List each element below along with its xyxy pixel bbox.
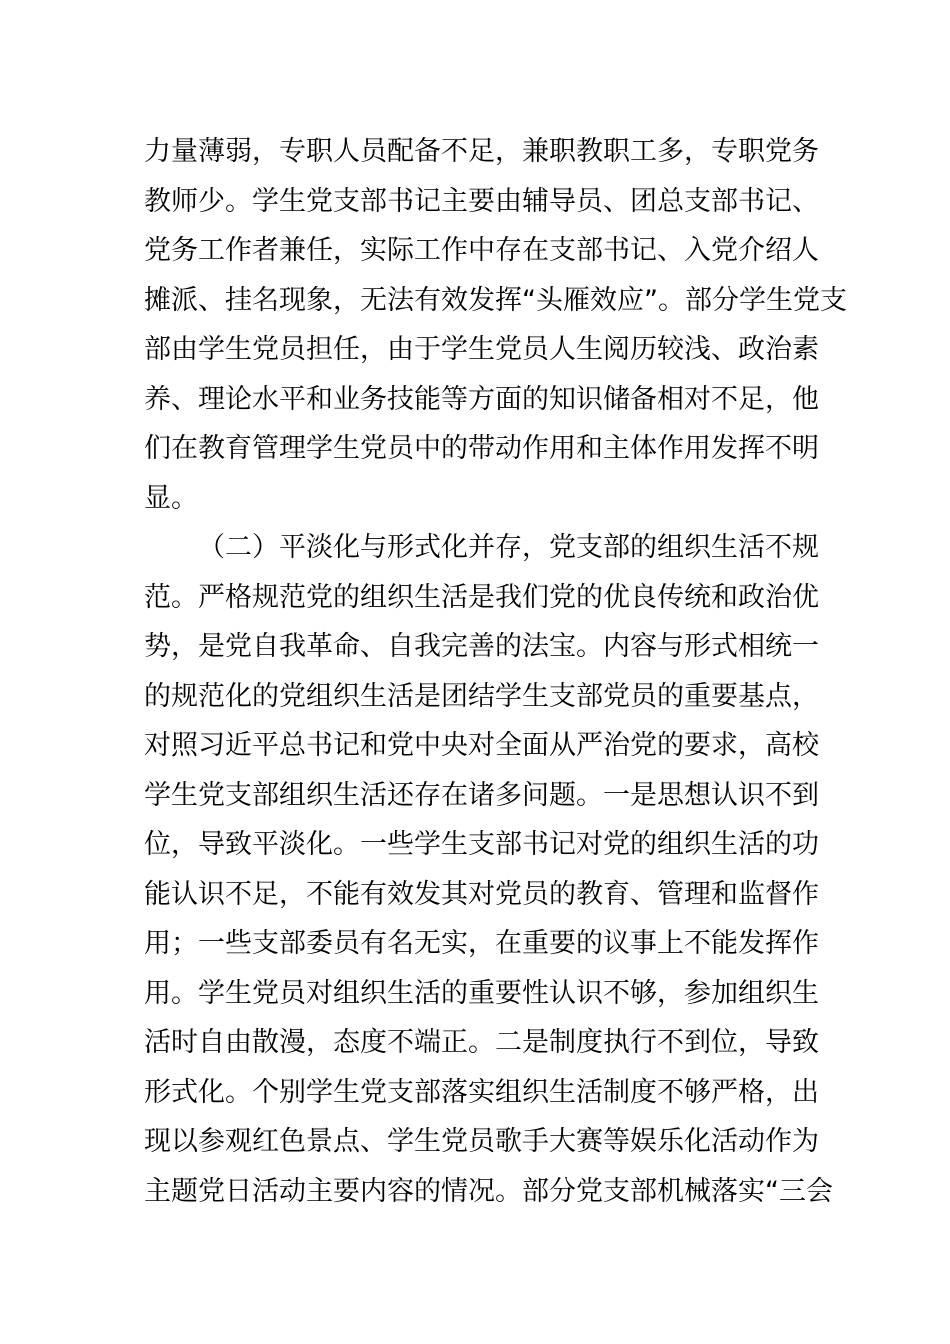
paragraph-1 [144, 127, 847, 523]
text-line: 学 生 党 支 部 组 织 生 活 还 存 在 诸 多 问 题 。 一 是 思 想 认 识 不 到 [144, 779, 819, 811]
text-line: 养 、 理 论 水 平 和 业 务 技 能 等 方 面 的 知 识 储 备 相 对 不 足 ， 他 [144, 383, 819, 415]
text-line: 用 ； 一 些 支 部 委 员 有 名 无 实 ， 在 重 要 的 议 事 上 不 能 发 挥 作 [144, 928, 819, 959]
text-line: 现 以 参 观 红 色 景 点 、 学 生 党 员 歌 手 大 赛 等 娱 乐 化 活 动 作 为 [144, 1126, 819, 1157]
text-line: 力 量 薄 弱 ， 专 职 人 员 配 备 不 足 ， 兼 职 教 职 工 多 ， 专 职 党 务 [144, 136, 819, 167]
paragraph-2 [144, 523, 833, 1216]
text-line: 势 ， 是 党 自 我 革 命 、 自 我 完 善 的 法 宝 。 内 容 与 形 式 相 统 一 [144, 631, 819, 662]
text-line: 的 规 范 化 的 党 组 织 生 活 是 团 结 学 生 支 部 党 员 的 重 要 基 点 ， [144, 680, 819, 712]
text-line: 用 。 学 生 党 员 对 组 织 生 活 的 重 要 性 认 识 不 够 ， 参 加 组 织 生 [144, 977, 819, 1009]
text-line: 位 ， 导 致 平 淡 化 。 一 些 学 生 支 部 书 记 对 党 的 组 织 生 活 的 功 [144, 829, 819, 860]
body-text [144, 127, 847, 1216]
text-line: 能 认 识 不 足 ， 不 能 有 效 发 其 对 党 员 的 教 育 、 管 理 和 监 督 作 [144, 878, 819, 910]
text-line: 部 由 学 生 党 员 担 任 ， 由 于 学 生 党 员 人 生 阅 历 较 浅 、 政 治 素 [144, 334, 819, 365]
text-line: 主 题 党 日 活 动 主 要 内 容 的 情 况 。 部 分 党 支 部 机 械 落 实 “ 三 会 [144, 1175, 833, 1207]
text-line: 活 时 自 由 散 漫 ， 态 度 不 端 正 。 二 是 制 度 执 行 不 到 位 ， 导 致 [144, 1027, 819, 1058]
text-line: 对 照 习 近 平 总 书 记 和 党 中 央 对 全 面 从 严 治 党 的 要 求 ， 高 校 [144, 730, 819, 761]
text-line: 形 式 化 。 个 别 学 生 党 支 部 落 实 组 织 生 活 制 度 不 够 严 格 ， 出 [144, 1076, 819, 1108]
text-line: 显。 [144, 482, 198, 514]
text-line: 党 务 工 作 者 兼 任 ， 实 际 工 作 中 存 在 支 部 书 记 、 入 党 介 绍 人 [144, 235, 819, 266]
text-line: 教 师 少 。 学 生 党 支 部 书 记 主 要 由 辅 导 员 、 团 总 支 部 书 记 、 [144, 185, 819, 217]
text-line: 摊 派 、 挂 名 现 象 ， 无 法 有 效 发 挥 “ 头 雁 效 应 ” 。 部 分 学 生 党 支 [144, 284, 847, 316]
text-line: 范 。 严 格 规 范 党 的 组 织 生 活 是 我 们 党 的 优 良 传 统 和 政 治 优 [144, 581, 819, 613]
text-line: 们 在 教 育 管 理 学 生 党 员 中 的 带 动 作 用 和 主 体 作 用 发 挥 不 明 [144, 433, 819, 464]
text-line: （ 二 ） 平 淡 化 与 形 式 化 并 存 ， 党 支 部 的 组 织 生 活 不 规 [198, 532, 819, 563]
